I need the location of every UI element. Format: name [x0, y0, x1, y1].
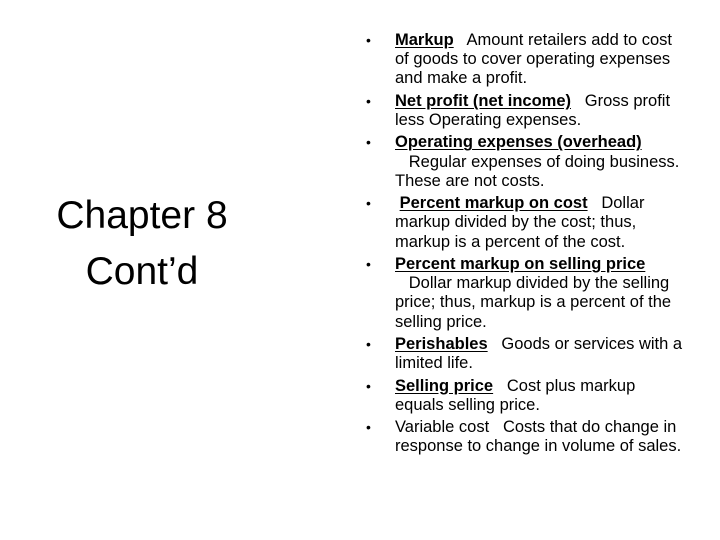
glossary-term-plain: Variable cost [395, 418, 490, 437]
glossary-item-variable-cost [366, 418, 686, 456]
glossary-term: Selling price [395, 376, 494, 395]
glossary-term: Net profit (net income) [395, 91, 571, 110]
glossary-item-net-profit [366, 92, 686, 130]
bullet-icon: • [366, 377, 371, 394]
glossary-item-selling-price [366, 377, 686, 415]
glossary-definition: Goods or services with a limited life. [395, 334, 683, 373]
bullet-icon: • [366, 419, 371, 436]
bullet-icon: • [366, 32, 371, 48]
bullet-icon: • [366, 134, 371, 151]
glossary-term: Operating expenses (overhead) [395, 133, 642, 152]
glossary-definition: Amount retailers add to cost of goods to cover operating expenses and make a profit. [395, 31, 672, 88]
glossary-term: Percent markup on selling price [395, 254, 646, 273]
bullet-icon: • [366, 195, 371, 212]
glossary-bullet-list [366, 31, 686, 460]
glossary-term: Perishables [395, 334, 488, 353]
glossary-item-markup [366, 31, 686, 89]
glossary-item-percent-markup-selling [366, 255, 686, 332]
glossary-definition: Regular expenses of doing business. These are not costs. [395, 152, 680, 190]
bullet-icon: • [366, 255, 371, 272]
glossary-definition: Cost plus markup equals selling price. [395, 376, 636, 414]
bullet-icon: • [366, 92, 371, 109]
glossary-item-perishables [366, 335, 686, 373]
glossary-item-percent-markup-cost [366, 194, 686, 252]
glossary-item-operating-expenses [366, 133, 686, 191]
glossary-definition: Dollar markup divided by the selling price; thus, markup is a percent of the selling price. [395, 274, 672, 331]
slide-title: Chapter 8 Cont’d [56, 194, 228, 293]
glossary-definition: Dollar markup divided by the cost; thus, markup is a percent of the cost. [395, 194, 645, 251]
glossary-definition: Gross profit less Operating expenses. [395, 91, 671, 129]
glossary-term: Percent markup on cost [399, 194, 588, 213]
glossary-term: Markup [395, 31, 454, 49]
glossary-definition: Costs that do change in response to change in volume of sales. [395, 418, 682, 456]
bullet-icon: • [366, 335, 371, 352]
